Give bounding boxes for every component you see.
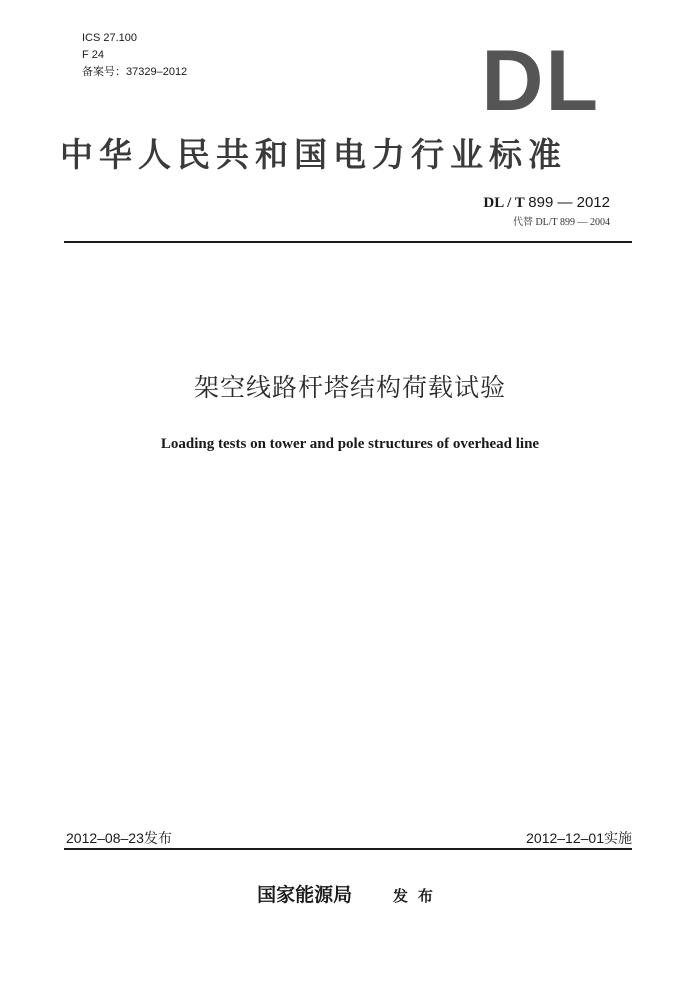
- ics-code: ICS 27.100: [82, 32, 138, 44]
- standard-code-block: [483, 194, 610, 228]
- implement-date: 2012–12–01实施: [526, 830, 632, 846]
- footer-divider: [64, 848, 632, 850]
- header-divider: [64, 241, 632, 243]
- category-code: F 24: [82, 49, 105, 61]
- issue-date: 2012–08–23发布: [66, 830, 172, 846]
- replaces-code: 代替 DL/T 899 — 2004: [512, 217, 610, 228]
- document-title-en: Loading tests on tower and pole structures of overhead line: [160, 436, 540, 452]
- dl-logo: DL: [481, 48, 600, 114]
- document-title-cn: 架空线路杆塔结构荷载试验: [193, 373, 506, 402]
- code-prefix: DL / T: [483, 195, 525, 211]
- meta-block: [82, 30, 187, 81]
- standard-code: [483, 194, 610, 212]
- code-number: 899 — 2012: [528, 194, 610, 211]
- publisher-name: 国家能源局: [257, 884, 353, 906]
- standard-header-title: 中华人民共和国电力行业标准: [60, 135, 567, 174]
- publisher-line: [0, 880, 700, 907]
- publisher-action: 发布: [392, 887, 443, 905]
- record-number: 备案号：37329–2012: [82, 66, 188, 78]
